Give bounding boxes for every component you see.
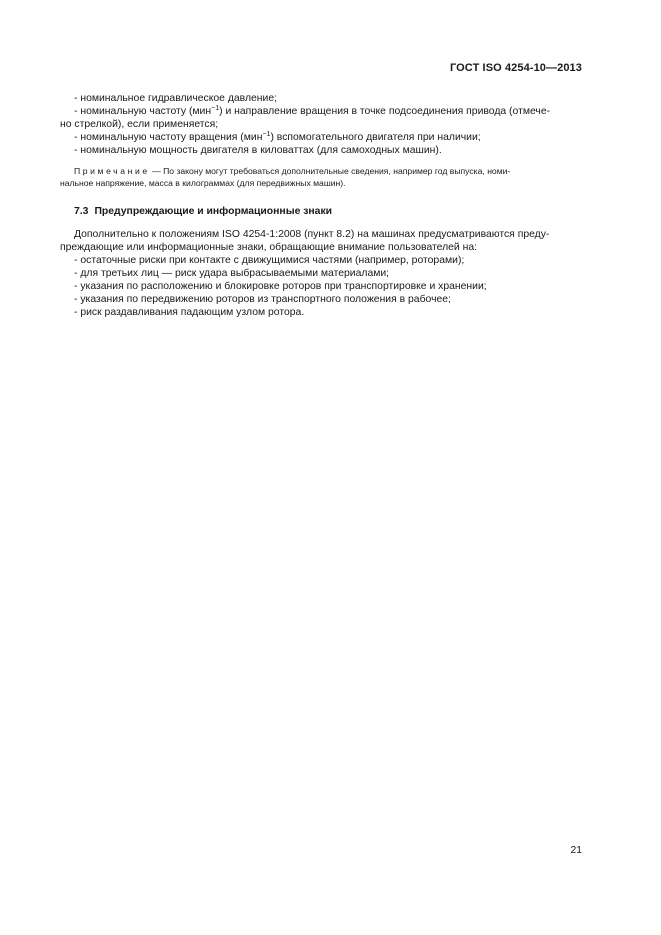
list-item: - номинальную частоту (мин$^{-1}$) и направление вращения в точке подсоединения привода (отмече- bbox=[74, 105, 551, 118]
section-heading bbox=[60, 205, 584, 218]
note-label: Примечание bbox=[74, 166, 150, 177]
note-text-continuation: нальное напряжение, масса в килограммах (для передвижных машин). bbox=[60, 177, 346, 188]
list-item: - остаточные риски при контакте с движущимися частями (например, роторами); bbox=[74, 254, 465, 266]
note-block bbox=[60, 166, 584, 189]
document-body bbox=[60, 92, 584, 319]
list-item: - номинальное гидравлическое давление; bbox=[74, 93, 278, 104]
page-number: 21 bbox=[570, 845, 582, 856]
document-header: ГОСТ ISO 4254-10—2013 bbox=[449, 62, 582, 74]
section-number: 7.3 bbox=[74, 206, 89, 218]
list-item: - номинальную частоту вращения (мин$^{-1}$) вспомогательного двигателя при наличии; bbox=[74, 131, 481, 144]
list-item: - указания по передвижению роторов из транспортного положения в рабочее; bbox=[74, 294, 451, 306]
signs-list bbox=[60, 254, 584, 319]
section-paragraph: Дополнительно к положениям ISO 4254-1:2008 (пункт 8.2) на машинах предусматриваются преду- преждающие или информационные знаки, обращающие внимание пользователей на: bbox=[60, 228, 550, 253]
requirements-list bbox=[60, 92, 584, 157]
note-text: — По закону могут требоваться дополнительные сведения, например год выпуска, номи- bbox=[149, 166, 511, 177]
list-item: - риск раздавливания падающим узлом ротора. bbox=[74, 307, 305, 319]
section-title: Предупреждающие и информационные знаки bbox=[94, 206, 333, 218]
list-item: - номинальную мощность двигателя в киловаттах (для самоходных машин). bbox=[74, 145, 442, 157]
list-item: - для третьих лиц — риск удара выбрасываемыми материалами; bbox=[74, 267, 390, 279]
list-item: - указания по расположению и блокировке роторов при транспортировке и хранении; bbox=[74, 280, 487, 292]
list-item-continuation: но стрелкой), если применяется; bbox=[60, 119, 219, 131]
